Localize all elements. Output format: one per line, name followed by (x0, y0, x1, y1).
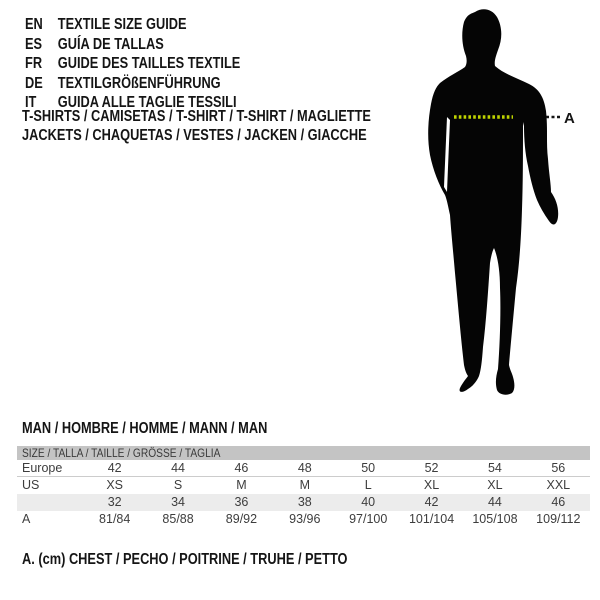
size-table-cell: 93/96 (289, 512, 321, 526)
size-table-cell: 42 (107, 461, 122, 475)
language-row (25, 54, 240, 74)
measurement-footnote-text: A. (cm) CHEST / PECHO / POITRINE / TRUHE / PETTO (22, 551, 348, 568)
language-code: FR (25, 55, 43, 72)
size-table-cell: XL (487, 478, 503, 492)
language-title: TEXTILGRÖßENFÜHRUNG (57, 74, 221, 92)
category-line-tshirts: T-SHIRTS / CAMISETAS / T-SHIRT / T-SHIRT / MAGLIETTE (22, 108, 371, 125)
language-code: EN (25, 16, 43, 33)
language-title: GUIDE DES TAILLES TEXTILE (57, 55, 241, 72)
language-code: IT (25, 94, 37, 111)
size-table-row-label: A (22, 512, 31, 526)
size-table-cell: M (236, 478, 247, 492)
size-table-header (17, 446, 590, 460)
measurement-label-a: A (564, 110, 575, 127)
category-lines (22, 107, 458, 145)
size-table-cell: M (299, 478, 311, 492)
size-table-cell: 44 (171, 461, 186, 475)
size-table-cell: 54 (487, 461, 502, 475)
size-table-cell: 109/112 (536, 512, 581, 526)
language-row (25, 74, 240, 94)
size-table-cell: 89/92 (225, 512, 258, 526)
size-table-row-label: US (22, 478, 40, 492)
category-line-jackets: JACKETS / CHAQUETAS / VESTES / JACKEN / GIACCHE (22, 127, 367, 144)
man-silhouette-figure (420, 5, 580, 397)
size-table-row (17, 511, 590, 528)
size-table-cell: 85/88 (162, 512, 194, 526)
size-table-cell: 34 (171, 495, 186, 509)
language-title: GUÍA DE TALLAS (57, 35, 164, 53)
size-table-cell: S (173, 478, 183, 492)
size-table-cell: 56 (551, 461, 566, 475)
size-table-cell: 48 (297, 461, 312, 475)
language-title: TEXTILE SIZE GUIDE (57, 16, 187, 33)
size-table-cell: 105/108 (472, 512, 518, 526)
size-table-cell: 44 (487, 495, 502, 509)
size-table-cell: L (364, 478, 372, 492)
size-table-cell: 101/104 (408, 512, 455, 526)
size-table-row (17, 477, 590, 494)
size-table-cell: 46 (551, 495, 566, 509)
size-table-header-text: SIZE / TALLA / TAILLE / GRÖSSE / TAGLIA (22, 446, 221, 460)
measurement-footnote (22, 551, 429, 569)
size-table-cell: 46 (234, 461, 249, 475)
size-table-cell: 40 (361, 495, 376, 509)
size-table-row (17, 494, 590, 511)
size-table-cell: 81/84 (99, 512, 131, 526)
size-table-cell: 42 (424, 495, 439, 509)
size-table-cell: 50 (361, 461, 376, 475)
language-title: GUIDA ALLE TAGLIE TESSILI (57, 94, 237, 111)
man-silhouette (428, 9, 558, 394)
size-table-row-label (17, 494, 83, 511)
section-title (22, 420, 329, 438)
size-table-cell: XXL (546, 478, 571, 492)
size-table-cell: XS (106, 478, 124, 492)
language-code: ES (25, 35, 43, 53)
language-code: DE (25, 74, 43, 92)
language-list (25, 15, 240, 113)
size-table (17, 446, 590, 528)
size-table-cell: 32 (107, 495, 122, 509)
size-table-row (17, 460, 590, 477)
size-table-cell: 36 (234, 495, 249, 509)
size-table-cell: 97/100 (349, 512, 388, 526)
size-table-row-label: Europe (22, 461, 63, 475)
size-table-body (17, 460, 590, 528)
size-table-cell: XL (423, 478, 440, 492)
section-title-text: MAN / HOMBRE / HOMME / MANN / MAN (22, 420, 268, 437)
size-table-cell: 52 (424, 461, 439, 475)
language-row (25, 35, 240, 55)
size-table-cell: 38 (297, 495, 312, 509)
language-row (25, 15, 240, 35)
